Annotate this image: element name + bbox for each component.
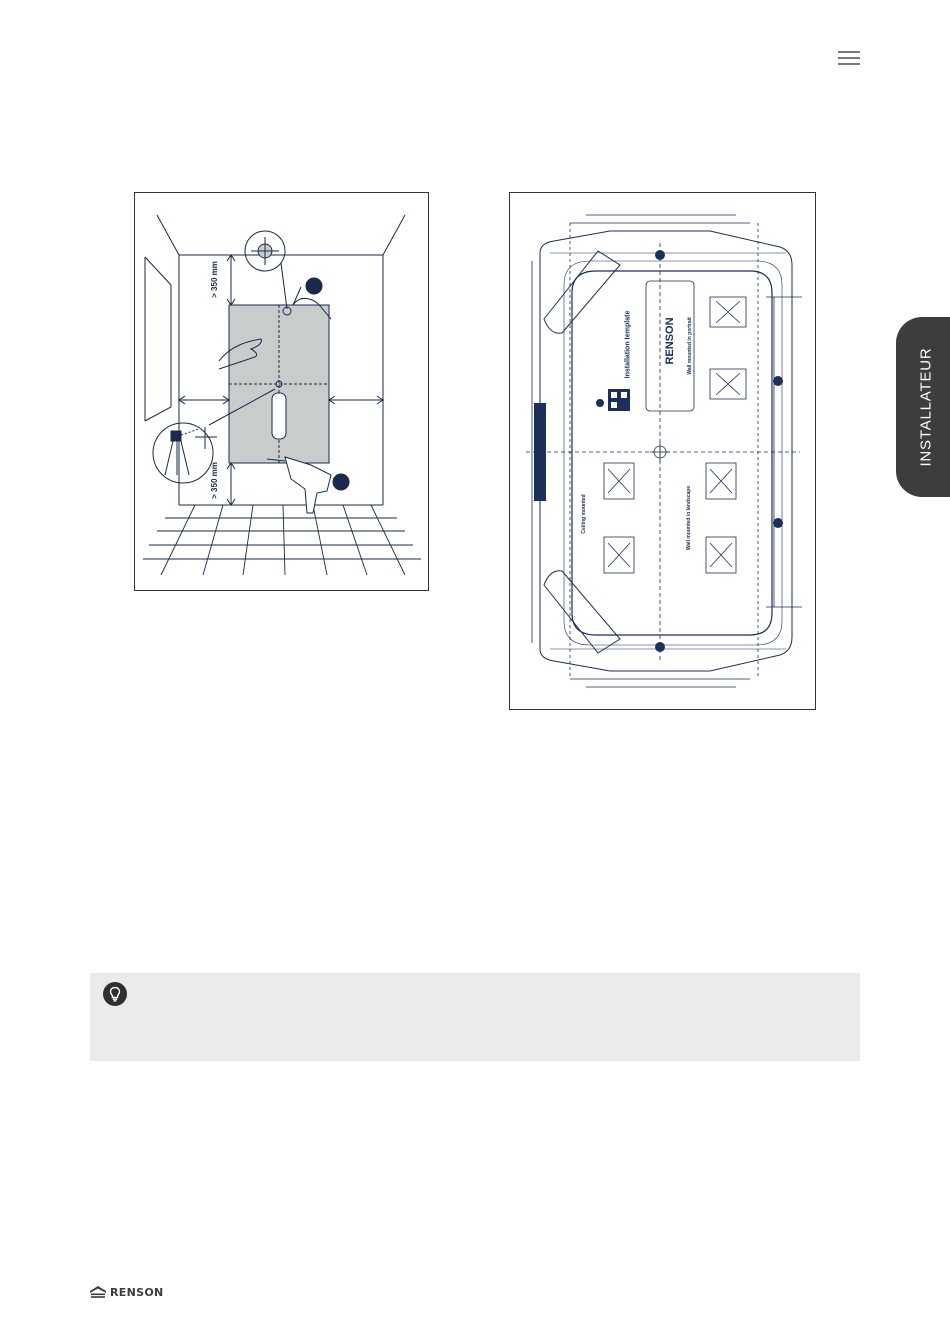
footer-logo (90, 1284, 163, 1300)
dimension-top-label: > 350 mm (209, 261, 219, 298)
landscape-label: Wall mounted in landscape (686, 485, 692, 551)
dimension-bottom-label: > 350 mm (209, 462, 219, 499)
installateur-tab[interactable] (896, 317, 950, 497)
installation-template-figure (509, 192, 816, 710)
installateur-tab-label: INSTALLATEUR (917, 347, 935, 467)
template-brand-label: RENSON (664, 317, 676, 365)
renson-logo-icon (90, 1286, 106, 1298)
tip-box (90, 973, 860, 1061)
ceiling-mounted-label: Ceiling mounted (581, 494, 587, 534)
footer-brand: RENSON (110, 1285, 164, 1299)
menu-icon[interactable] (838, 49, 860, 67)
template-title-label: Installation template (624, 310, 632, 379)
lightbulb-icon (103, 982, 127, 1006)
portrait-label: Wall mounted in portrait (687, 317, 693, 375)
wall-installation-figure (134, 192, 429, 591)
